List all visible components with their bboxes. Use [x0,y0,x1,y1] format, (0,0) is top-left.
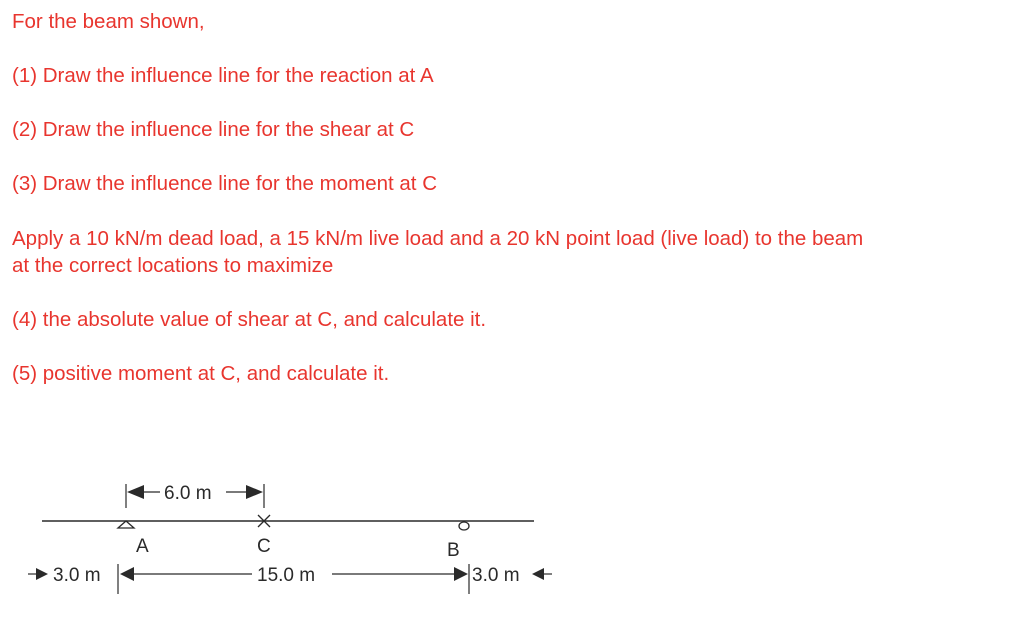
apply-loads-line-1: Apply a 10 kN/m dead load, a 15 kN/m live load and a 20 kN point load (live load) to the beam [12,227,864,250]
question-1: (1) Draw the influence line for the reaction at A [12,64,434,87]
arrow-right-icon [36,568,48,580]
dim-right-label: 3.0 m [472,565,520,586]
dimension-right-overhang [472,565,552,586]
arrow-right-icon [246,485,263,499]
apply-loads-line-2: at the correct locations to maximize [12,254,334,277]
pin-support-a-icon [118,521,134,528]
dim-ac-label: 6.0 m [164,483,212,504]
arrow-left-icon [120,567,134,581]
question-5: (5) positive moment at C, and calculate it. [12,362,390,385]
label-c: C [257,536,271,557]
dim-left-label: 3.0 m [53,565,101,586]
roller-support-b-icon [459,522,469,530]
arrow-left-icon [127,485,144,499]
dimension-left-overhang [28,564,118,594]
question-4: (4) the absolute value of shear at C, and calculate it. [12,308,487,331]
dimension-a-c [126,483,264,508]
dim-ab-label: 15.0 m [257,565,316,586]
label-a: A [136,536,149,557]
beam-figure [0,470,600,610]
intro-text: For the beam shown, [12,10,205,33]
question-3: (3) Draw the influence line for the moment at C [12,172,437,195]
label-b: B [447,540,460,561]
question-2: (2) Draw the influence line for the shear at C [12,118,415,141]
arrow-right-icon [454,567,468,581]
dimension-a-b [120,564,469,594]
